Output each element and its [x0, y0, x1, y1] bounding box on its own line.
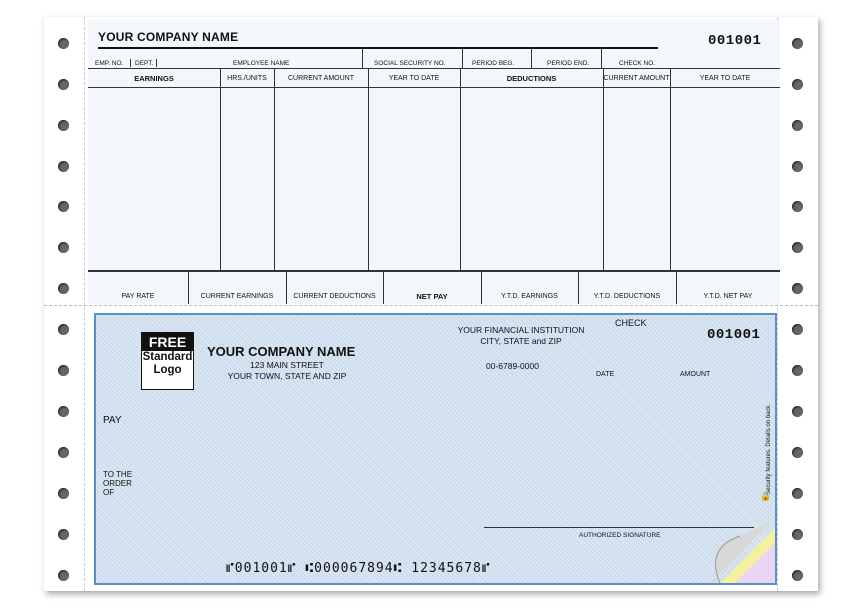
order-label-line-3: OF — [103, 488, 115, 497]
date-label: DATE — [596, 371, 615, 378]
tractor-hole — [58, 283, 69, 294]
column-divider — [368, 68, 369, 270]
amount-label: AMOUNT — [680, 371, 711, 378]
tractor-hole — [58, 201, 69, 212]
tractor-hole — [792, 447, 803, 458]
company-address-2: YOUR TOWN, STATE AND ZIP — [227, 371, 347, 381]
deductions-header: DEDUCTIONS — [506, 74, 557, 83]
check-number: 001001 — [707, 327, 761, 343]
right-tractor-strip — [777, 17, 818, 591]
check-label: CHECK — [615, 318, 647, 328]
logo-free-text: FREE — [142, 333, 193, 351]
ytd-earnings-label: Y.T.D. EARNINGS — [501, 293, 558, 300]
period-beg-label: PERIOD BEG. — [472, 60, 515, 67]
tractor-hole — [58, 324, 69, 335]
order-label-line-2: ORDER — [103, 479, 132, 488]
current-amount-header: CURRENT AMOUNT — [288, 75, 354, 82]
order-label-line-1: TO THE — [103, 470, 133, 479]
ytd-net-pay-label: Y.T.D. NET PAY — [703, 293, 753, 300]
tractor-hole — [58, 406, 69, 417]
company-address-1: 123 MAIN STREET — [250, 360, 324, 370]
current-deductions-label: CURRENT DEDUCTIONS — [293, 293, 376, 300]
deductions-ytd-header: YEAR TO DATE — [699, 75, 751, 82]
tractor-hole — [58, 38, 69, 49]
tractor-hole — [792, 365, 803, 376]
payroll-stub — [88, 20, 780, 304]
security-note: Security features. Details on back. — [766, 403, 772, 495]
stub-company-name: YOUR COMPANY NAME — [98, 30, 239, 44]
bank-name: YOUR FINANCIAL INSTITUTION — [457, 325, 585, 335]
dept-label: DEPT. — [135, 60, 154, 67]
divider — [88, 87, 780, 88]
check-company-name: YOUR COMPANY NAME — [207, 344, 356, 359]
padlock-icon: 🔒 — [760, 491, 772, 501]
net-pay-label: NET PAY — [416, 292, 448, 301]
check-face — [94, 313, 777, 585]
tractor-hole — [792, 570, 803, 581]
period-end-label: PERIOD END. — [547, 60, 590, 67]
tractor-hole — [792, 79, 803, 90]
divider — [362, 47, 363, 69]
tractor-hole — [792, 488, 803, 499]
hrs-units-header: HRS./UNITS — [227, 75, 267, 82]
employee-name-label: EMPLOYEE NAME — [233, 60, 290, 67]
divider — [462, 47, 463, 69]
current-earnings-label: CURRENT EARNINGS — [200, 293, 274, 300]
company-name-rule — [98, 47, 658, 49]
column-divider — [220, 68, 221, 270]
tractor-hole — [58, 447, 69, 458]
emp-no-label: EMP. NO. — [95, 60, 124, 67]
page-curl-icon — [700, 508, 775, 583]
tractor-hole — [792, 120, 803, 131]
column-divider — [460, 68, 461, 270]
tractor-hole — [58, 120, 69, 131]
bank-city: CITY, STATE and ZIP — [480, 336, 562, 346]
pay-rate-label: PAY RATE — [121, 293, 155, 300]
micr-line: ⑈001001⑈ ⑆000067894⑆ 12345678⑈ — [226, 561, 491, 576]
deductions-current-amount-header: CURRENT AMOUNT — [603, 75, 670, 82]
divider — [88, 68, 780, 69]
divider — [601, 47, 602, 69]
signature-label: AUTHORIZED SIGNATURE — [579, 532, 661, 539]
left-tractor-strip — [44, 17, 85, 591]
tractor-hole — [58, 570, 69, 581]
tractor-hole — [792, 38, 803, 49]
column-divider — [603, 68, 604, 270]
tractor-hole — [58, 242, 69, 253]
tractor-hole — [792, 201, 803, 212]
tractor-hole — [58, 161, 69, 172]
tractor-hole — [792, 529, 803, 540]
perforation-line — [44, 305, 818, 306]
divider — [531, 47, 532, 69]
year-to-date-header: YEAR TO DATE — [388, 75, 440, 82]
tractor-hole — [58, 365, 69, 376]
ssn-label: SOCIAL SECURITY NO. — [374, 60, 446, 67]
divider — [130, 59, 131, 67]
tractor-hole — [58, 488, 69, 499]
logo-line-1: Standard — [142, 351, 193, 363]
tractor-hole — [58, 79, 69, 90]
company-logo — [141, 332, 194, 390]
pay-label: PAY — [103, 415, 122, 426]
earnings-header: EARNINGS — [134, 74, 174, 83]
tractor-hole — [792, 324, 803, 335]
ytd-deductions-label: Y.T.D. DEDUCTIONS — [593, 293, 661, 300]
tractor-hole — [792, 161, 803, 172]
tractor-hole — [792, 242, 803, 253]
column-divider — [670, 68, 671, 270]
check-form-sheet — [44, 17, 818, 591]
tractor-hole — [58, 529, 69, 540]
stub-check-number: 001001 — [708, 33, 762, 49]
tractor-hole — [792, 283, 803, 294]
routing-fraction: 00-6789-0000 — [486, 361, 539, 371]
divider — [156, 59, 157, 67]
tractor-hole — [792, 406, 803, 417]
column-divider — [274, 68, 275, 270]
check-no-label: CHECK NO. — [619, 60, 656, 67]
logo-line-2: Logo — [153, 364, 182, 376]
